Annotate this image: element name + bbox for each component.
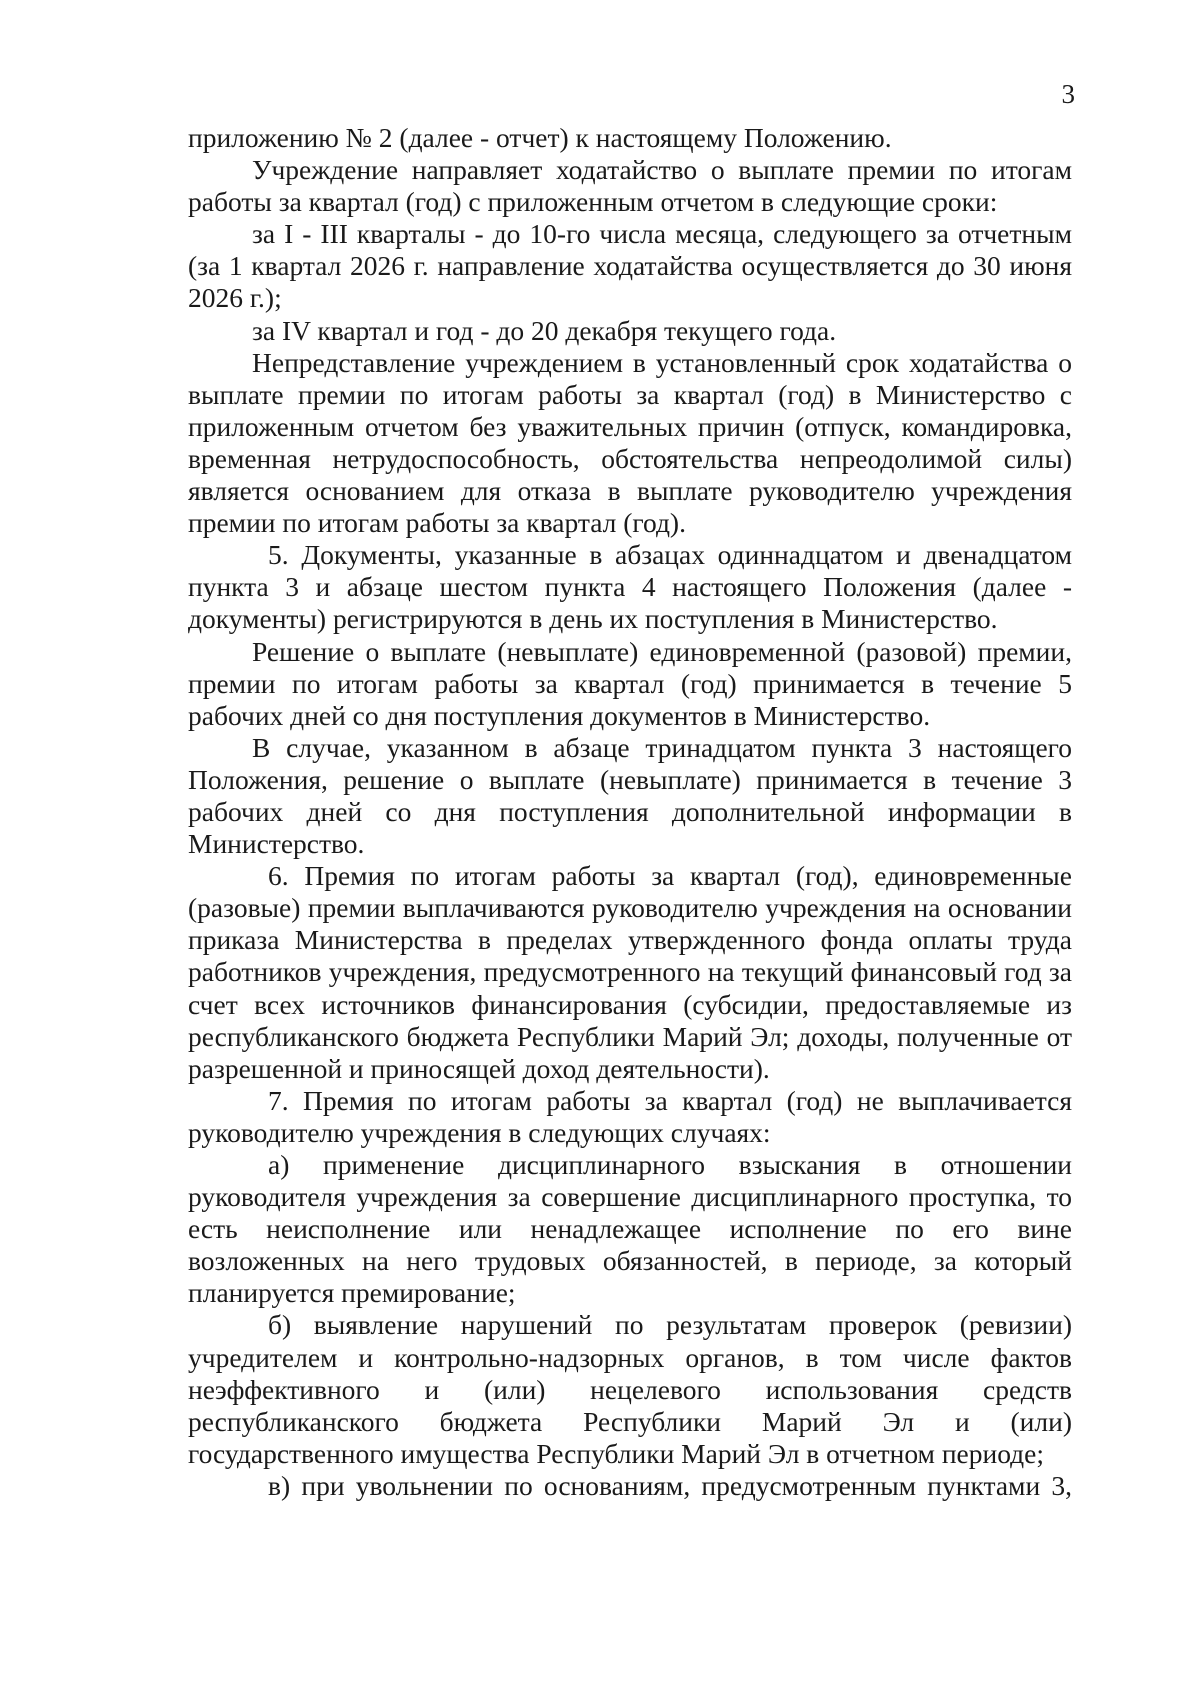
- paragraph-petition-submission: Учреждение направляет ходатайство о выплате премии по итогам работы за квартал (год) с приложенным отчетом в следующие сроки:: [188, 154, 1072, 218]
- paragraph-year-deadline: за IV квартал и год - до 20 декабря текущего года.: [252, 314, 837, 346]
- paragraph-subitem-v: в) при увольнении по основаниям, предусмотренным пунктами 3,: [268, 1469, 1072, 1501]
- paragraph-subitem-a: а) применение дисциплинарного взыскания в отношении руководителя учреждения за совершение дисциплинарного проступка, то есть неисполнение или ненадлежащее исполнение по его вине возложенных на него трудовых обязанностей, в периоде, за который планируется премирование;: [188, 1149, 1072, 1309]
- document-body: [188, 122, 1072, 1502]
- paragraph-non-submission: Непредставление учреждением в установленный срок ходатайства о выплате премии по итогам работы за квартал (год) в Министерство с приложенным отчетом без уважительных причин (отпуск, командировка, временная нетрудоспособность, обстоятельства непреодолимой силы) является основанием для отказа в выплате руководителю учреждения премии по итогам работы за квартал (год).: [188, 346, 1072, 539]
- paragraph-item-5: 5. Документы, указанные в абзацах одиннадцатом и двенадцатом пункта 3 и абзаце шестом пункта 4 настоящего Положения (далее - документы) регистрируются в день их поступления в Министерство.: [188, 539, 1072, 635]
- paragraph-item-7: 7. Премия по итогам работы за квартал (год) не выплачивается руководителю учреждения в следующих случаях:: [188, 1084, 1072, 1148]
- paragraph-continuation: приложению № 2 (далее - отчет) к настоящему Положению.: [188, 122, 892, 153]
- paragraph-subitem-b: б) выявление нарушений по результатам проверок (ревизии) учредителем и контрольно-надзорных органов, в том числе фактов неэффективного и (или) нецелевого использования средств республиканского бюджета Республики Марий Эл и (или) государственного имущества Республики Марий Эл в отчетном периоде;: [188, 1309, 1072, 1469]
- paragraph-decision: Решение о выплате (невыплате) единовременной (разовой) премии, премии по итогам работы за квартал (год) принимается в течение 5 рабочих дней со дня поступления документов в Министерство.: [188, 635, 1072, 731]
- paragraph-additional-info: В случае, указанном в абзаце тринадцатом пункта 3 настоящего Положения, решение о выплате (невыплате) принимается в течение 3 рабочих дней со дня поступления дополнительной информации в Министерство.: [188, 731, 1072, 860]
- page-number: 3: [1061, 79, 1075, 109]
- paragraph-item-6: 6. Премия по итогам работы за квартал (год), единовременные (разовые) премии выплачиваются руководителю учреждения на основании приказа Министерства в пределах утвержденного фонда оплаты труда работников учреждения, предусмотренного на текущий финансовый год за счет всех источников финансирования (субсидии, предоставляемые из республиканского бюджета Республики Марий Эл; доходы, полученные от разрешенной и приносящей доход деятельности).: [188, 860, 1072, 1084]
- paragraph-quarters-deadline: за I - III кварталы - до 10-го числа месяца, следующего за отчетным (за 1 квартал 2026 г. направление ходатайства осуществляется до 30 июня 2026 г.);: [188, 218, 1072, 314]
